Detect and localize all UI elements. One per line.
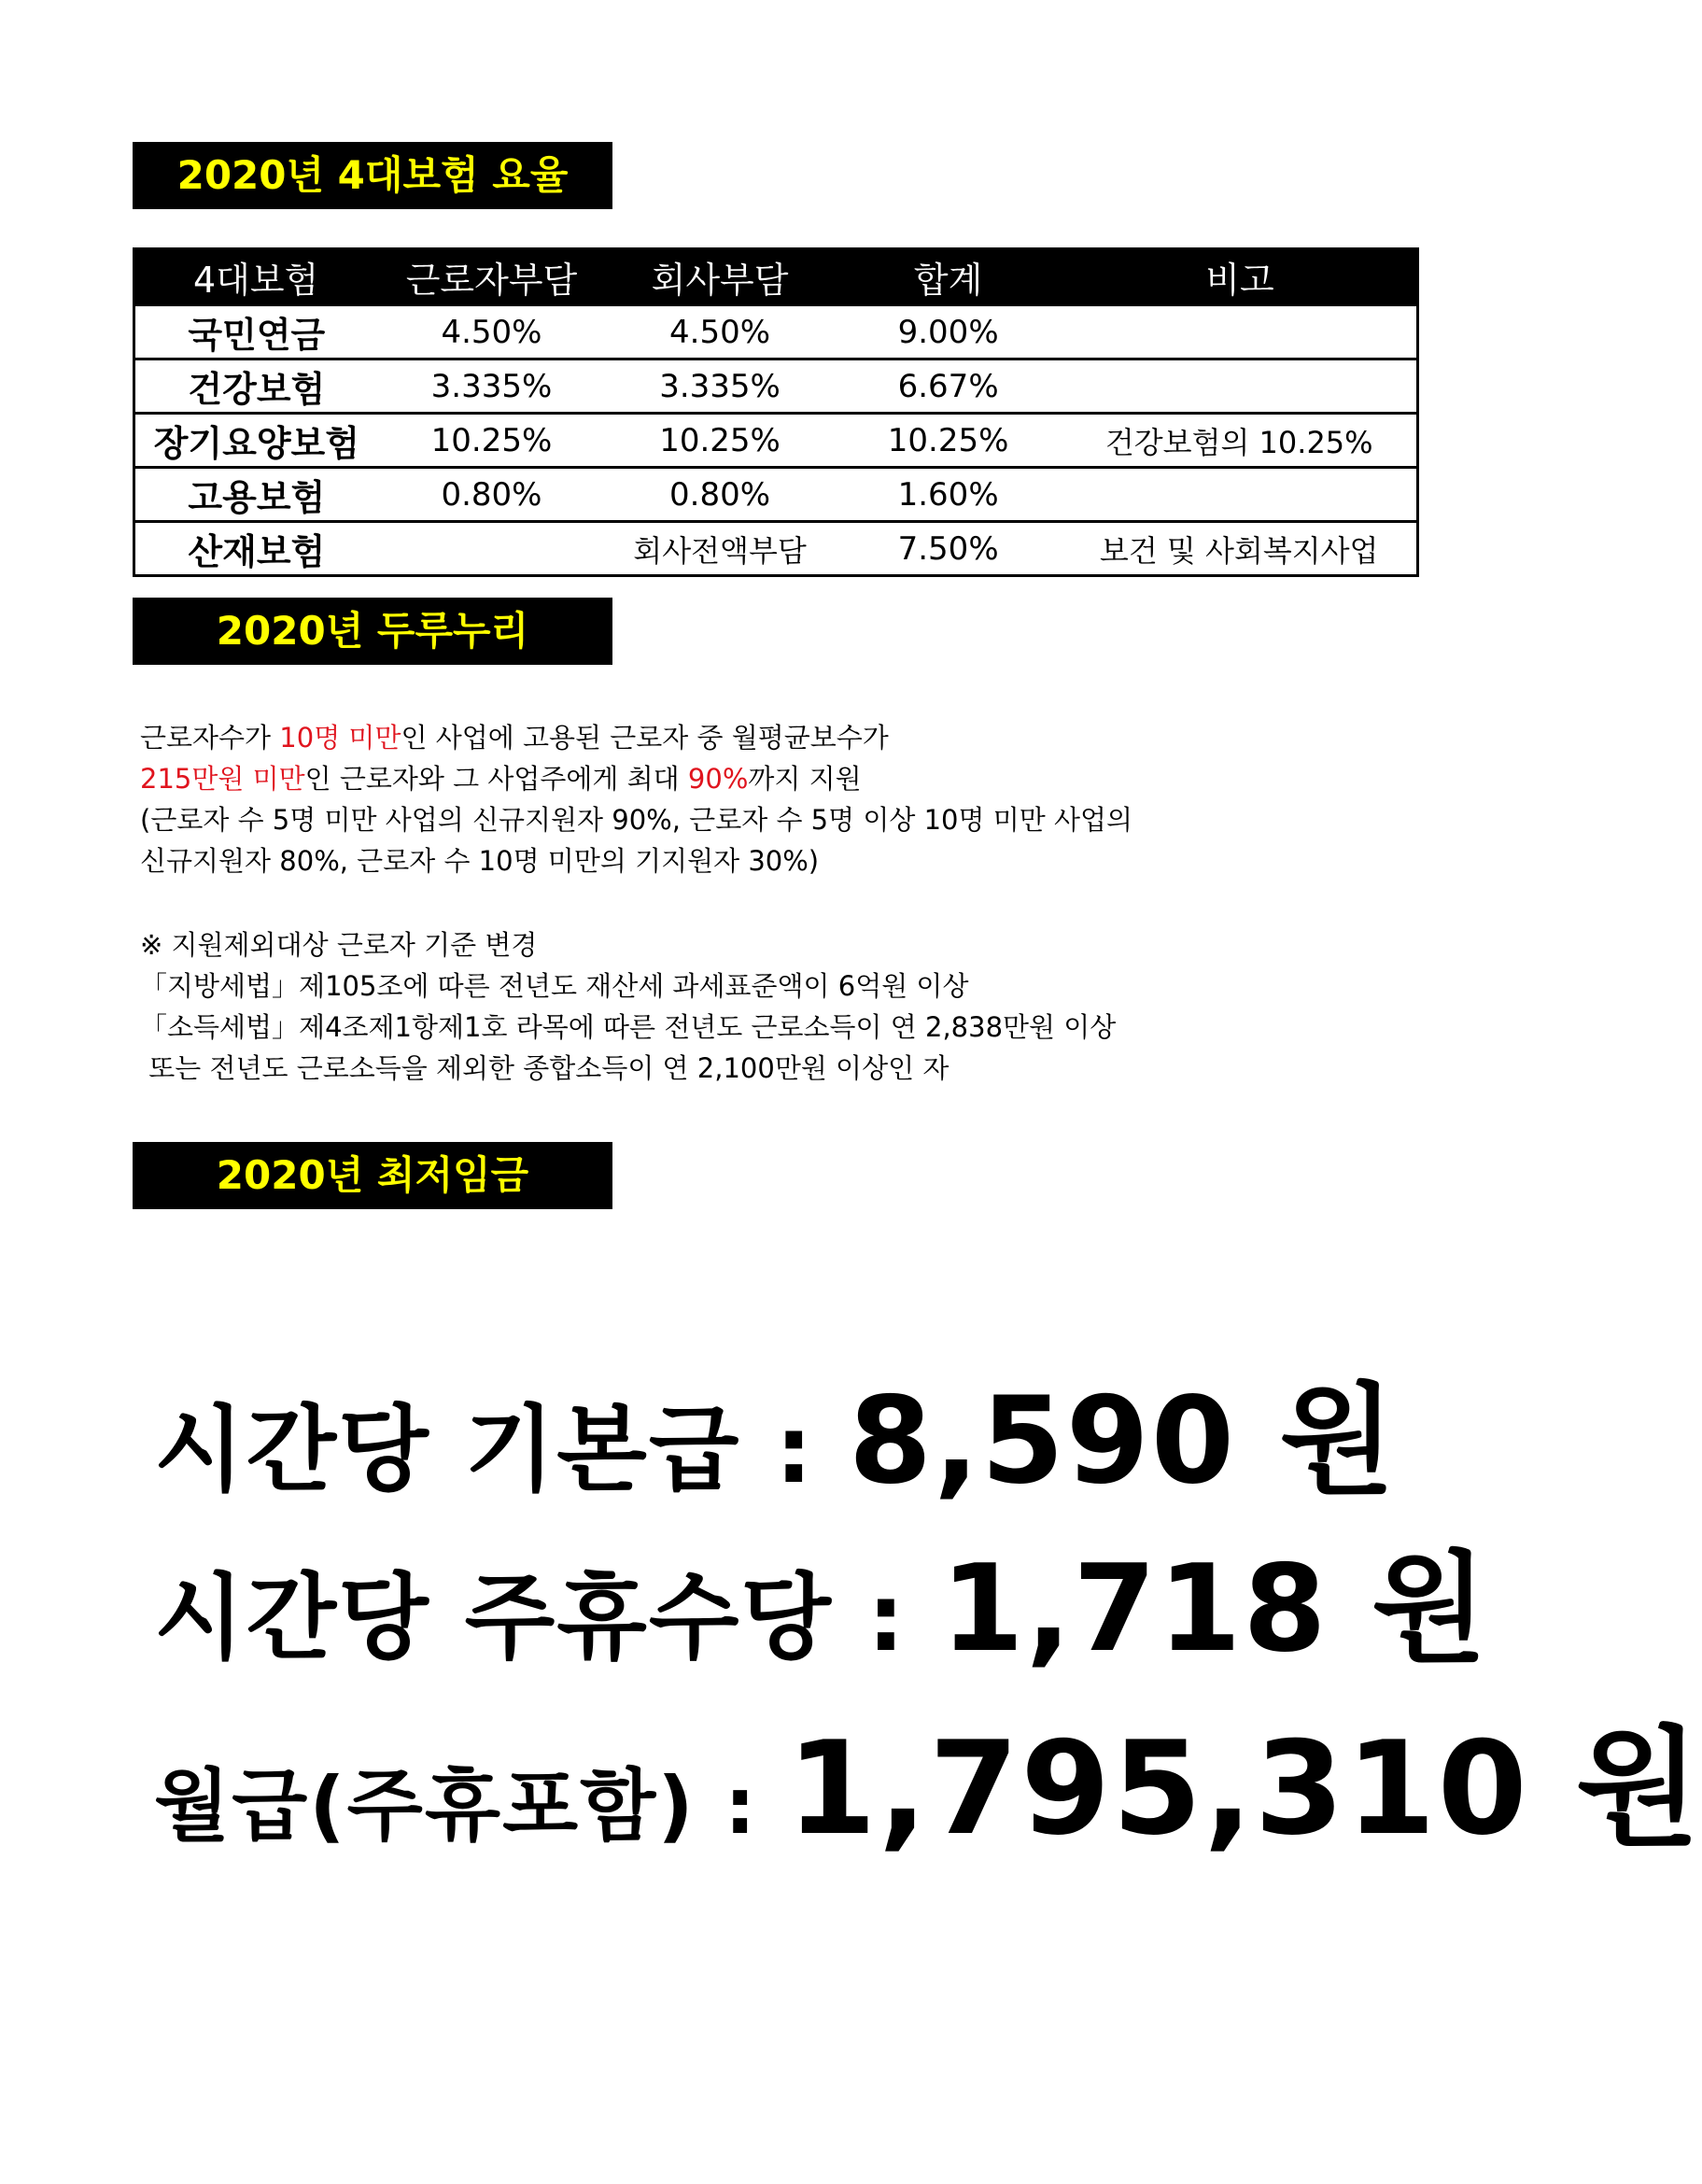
- table-cell: 10.25%: [605, 414, 835, 468]
- table-cell: [1062, 305, 1417, 359]
- hourly-base-wage: [154, 1345, 1397, 1516]
- table-row: [134, 414, 1418, 468]
- header-cell: 비고: [1062, 249, 1417, 305]
- table-cell: 4.50%: [378, 305, 606, 359]
- note-line: 또는 전년도 근로소득을 제외한 종합소득이 연 2,100만원 이상인 자: [140, 1052, 949, 1084]
- table-cell: 회사전액부담: [605, 522, 835, 576]
- exclusion-note: [140, 924, 1116, 1089]
- text-span: 인 사업에 고용된 근로자 중 월평균보수가: [401, 722, 889, 754]
- text-span: 까지 지원: [748, 763, 862, 795]
- table-cell: 건강보험의 10.25%: [1062, 414, 1417, 468]
- table-header-row: [134, 249, 1418, 305]
- durunuri-section-title: 2020년 두루누리: [133, 598, 612, 665]
- note-line: 「지방세법」제105조에 따른 전년도 재산세 과세표준액이 6억원 이상: [140, 970, 969, 1002]
- table-cell: 0.80%: [378, 468, 606, 522]
- table-cell: 4.50%: [605, 305, 835, 359]
- wage-value: 8,590 원: [849, 1372, 1398, 1511]
- table-cell: 6.67%: [835, 359, 1062, 414]
- text-span: 근로자수가: [140, 722, 280, 754]
- highlight-text: 10명 미만: [279, 722, 401, 754]
- wage-label: 시간당 주휴수당 :: [154, 1563, 941, 1672]
- wage-value: 1,718 원: [940, 1540, 1489, 1679]
- highlight-text: 215만원 미만: [140, 763, 305, 795]
- header-cell: 근로자부담: [378, 249, 606, 305]
- table-cell: 0.80%: [605, 468, 835, 522]
- monthly-wage: [154, 1685, 1702, 1870]
- table-row: [134, 522, 1418, 576]
- insurance-section-title: 2020년 4대보험 요율: [133, 142, 612, 209]
- table-cell: 7.50%: [835, 522, 1062, 576]
- header-cell: 합계: [835, 249, 1062, 305]
- insurance-name-cell: 장기요양보험: [134, 414, 378, 468]
- table-row: [134, 305, 1418, 359]
- table-cell: 10.25%: [378, 414, 606, 468]
- table-row: [134, 468, 1418, 522]
- header-cell: 회사부담: [605, 249, 835, 305]
- insurance-name-cell: 고용보험: [134, 468, 378, 522]
- table-cell: 3.335%: [378, 359, 606, 414]
- wage-label: 월급(주휴포함) :: [154, 1760, 787, 1852]
- minwage-section-title: 2020년 최저임금: [133, 1142, 612, 1209]
- wage-value: 1,795,310 원: [786, 1713, 1702, 1864]
- description-line: [140, 717, 1132, 758]
- table-cell: 9.00%: [835, 305, 1062, 359]
- description-line: (근로자 수 5명 미만 사업의 신규지원자 90%, 근로자 수 5명 이상 10명 미만 사업의: [140, 804, 1133, 836]
- insurance-rate-table: [133, 247, 1419, 577]
- insurance-name-cell: 산재보험: [134, 522, 378, 576]
- table-cell: [378, 522, 606, 576]
- insurance-name-cell: 건강보험: [134, 359, 378, 414]
- table-row: [134, 359, 1418, 414]
- table-cell: 1.60%: [835, 468, 1062, 522]
- highlight-text: 90%: [687, 763, 749, 795]
- table-cell: [1062, 468, 1417, 522]
- header-cell: 4대보험: [134, 249, 378, 305]
- wage-label: 시간당 기본급 :: [154, 1395, 850, 1504]
- note-line: 「소득세법」제4조제1항제1호 라목에 따른 전년도 근로소득이 연 2,838만원 이상: [140, 1011, 1117, 1043]
- durunuri-description: [140, 717, 1132, 881]
- weekly-holiday-allowance: [154, 1513, 1489, 1684]
- description-line: [140, 758, 1132, 799]
- insurance-name-cell: 국민연금: [134, 305, 378, 359]
- description-line: 신규지원자 80%, 근로자 수 10명 미만의 기지원자 30%): [140, 845, 820, 877]
- note-line: ※ 지원제외대상 근로자 기준 변경: [140, 929, 538, 961]
- text-span: 인 근로자와 그 사업주에게 최대: [304, 763, 688, 795]
- table-cell: 보건 및 사회복지사업: [1062, 522, 1417, 576]
- table-cell: 10.25%: [835, 414, 1062, 468]
- table-cell: [1062, 359, 1417, 414]
- table-cell: 3.335%: [605, 359, 835, 414]
